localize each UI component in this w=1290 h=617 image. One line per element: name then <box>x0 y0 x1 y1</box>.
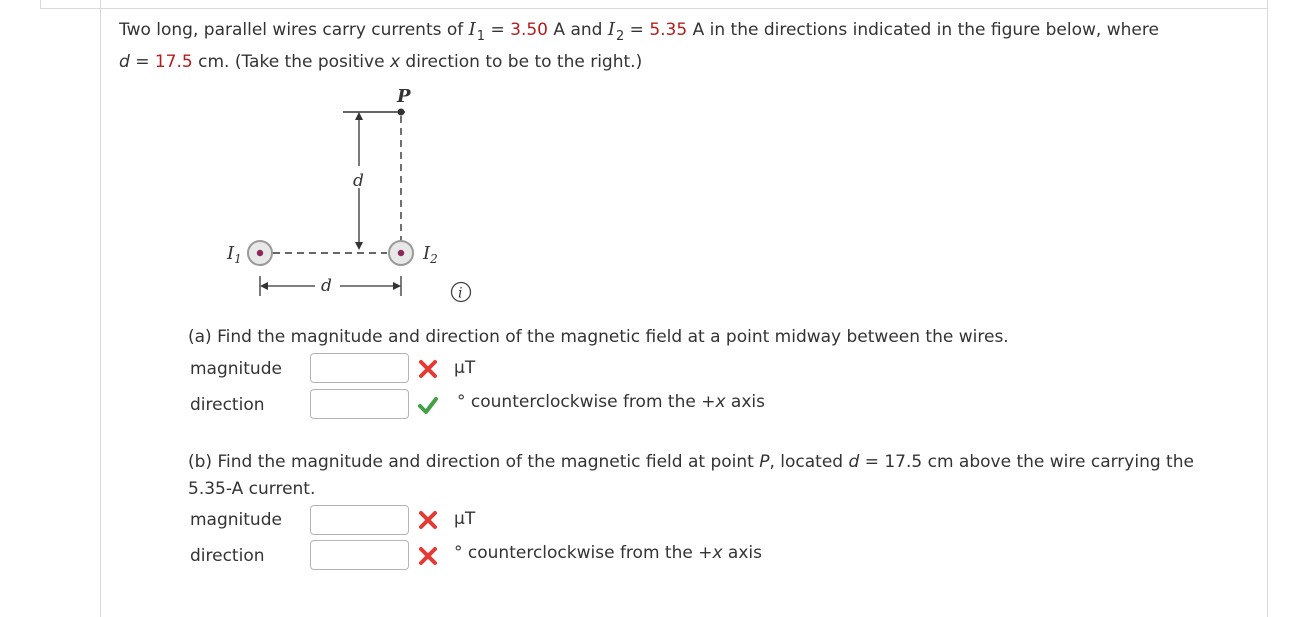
problem-line-1 <box>119 19 1159 44</box>
part-b-point-p: P <box>759 452 770 472</box>
i2-unit: A <box>692 20 705 40</box>
incorrect-x-icon <box>418 510 438 530</box>
h-d-arrowhead-left <box>260 282 268 290</box>
i1-unit: A <box>553 20 566 40</box>
direction-unit-x: x <box>712 543 723 563</box>
problem-intro-text: Two long, parallel wires carry currents of <box>119 20 469 40</box>
part-b-direction-unit <box>454 543 762 563</box>
part-a-direction-unit <box>457 392 765 412</box>
correct-check-icon <box>418 395 438 415</box>
part-a-magnitude-unit: μT <box>454 358 476 378</box>
i2-value: 5.35 <box>649 20 688 40</box>
part-a-direction-label: direction <box>190 395 265 415</box>
x-symbol: x <box>389 52 401 72</box>
problem-line-2 <box>119 52 642 72</box>
wires-figure <box>215 82 495 312</box>
h-d-arrowhead-right <box>393 282 401 290</box>
direction-unit-axis: axis <box>722 543 762 563</box>
part-b-question-text-c: = 17.5 cm above the wire carrying the <box>859 452 1194 472</box>
equals-sign: = <box>490 20 505 40</box>
incorrect-x-icon <box>418 359 438 379</box>
vertical-d-arrowhead-down <box>355 242 363 250</box>
and-text: and <box>570 20 603 40</box>
problem-intro-text-b: in the directions indicated in the figure below, where <box>709 20 1159 40</box>
direction-unit-x: x <box>715 392 726 412</box>
svg-text:i: i <box>458 285 463 302</box>
part-a-direction-input[interactable] <box>310 389 409 419</box>
part-a-magnitude-input[interactable] <box>310 353 409 383</box>
wire-i1-dot-icon <box>257 250 263 256</box>
part-a-question: (a) Find the magnitude and direction of the magnetic field at a point midway between the wires. <box>188 327 1009 347</box>
i1-symbol: I <box>468 19 476 40</box>
equals-sign: = <box>135 52 150 72</box>
direction-unit-text: ° counterclockwise from the + <box>457 392 716 412</box>
i1-subscript: 1 <box>476 29 486 44</box>
part-b-d-symbol: d <box>848 452 860 472</box>
problem-intro-text-d: direction to be to the right.) <box>400 52 643 72</box>
d-symbol: d <box>119 52 130 72</box>
i2-symbol: I <box>607 19 615 40</box>
info-icon[interactable] <box>452 283 471 302</box>
direction-unit-text: ° counterclockwise from the + <box>454 543 713 563</box>
direction-unit-axis: axis <box>725 392 765 412</box>
part-b-direction-input[interactable] <box>310 540 409 570</box>
vertical-d-label: d <box>353 171 364 191</box>
wire-i2-dot-icon <box>398 250 404 256</box>
horizontal-d-label: d <box>321 276 332 296</box>
part-b-question-text: (b) Find the magnitude and direction of the magnetic field at point <box>188 452 760 472</box>
vertical-d-arrowhead-up <box>355 112 363 120</box>
part-b-magnitude-unit: μT <box>454 509 476 529</box>
problem-intro-text-c: cm. (Take the positive <box>198 52 390 72</box>
i1-value: 3.50 <box>510 20 548 40</box>
part-b-question-line-2: 5.35-A current. <box>188 479 316 499</box>
equals-sign: = <box>629 20 644 40</box>
i2-figure-label: $I_2$ <box>423 243 438 266</box>
i2-subscript: 2 <box>615 29 625 44</box>
incorrect-x-icon <box>418 546 438 566</box>
part-b-magnitude-label: magnitude <box>190 510 282 530</box>
part-b-magnitude-input[interactable] <box>310 505 409 535</box>
i1-figure-label: $I_1$ <box>227 243 242 266</box>
part-b-direction-label: direction <box>190 546 265 566</box>
part-b-question-line-1 <box>188 452 1194 472</box>
d-value: 17.5 <box>154 52 193 72</box>
point-p-label: P <box>397 86 411 107</box>
part-a-magnitude-label: magnitude <box>190 359 282 379</box>
part-b-question-text-b: , located <box>769 452 849 472</box>
